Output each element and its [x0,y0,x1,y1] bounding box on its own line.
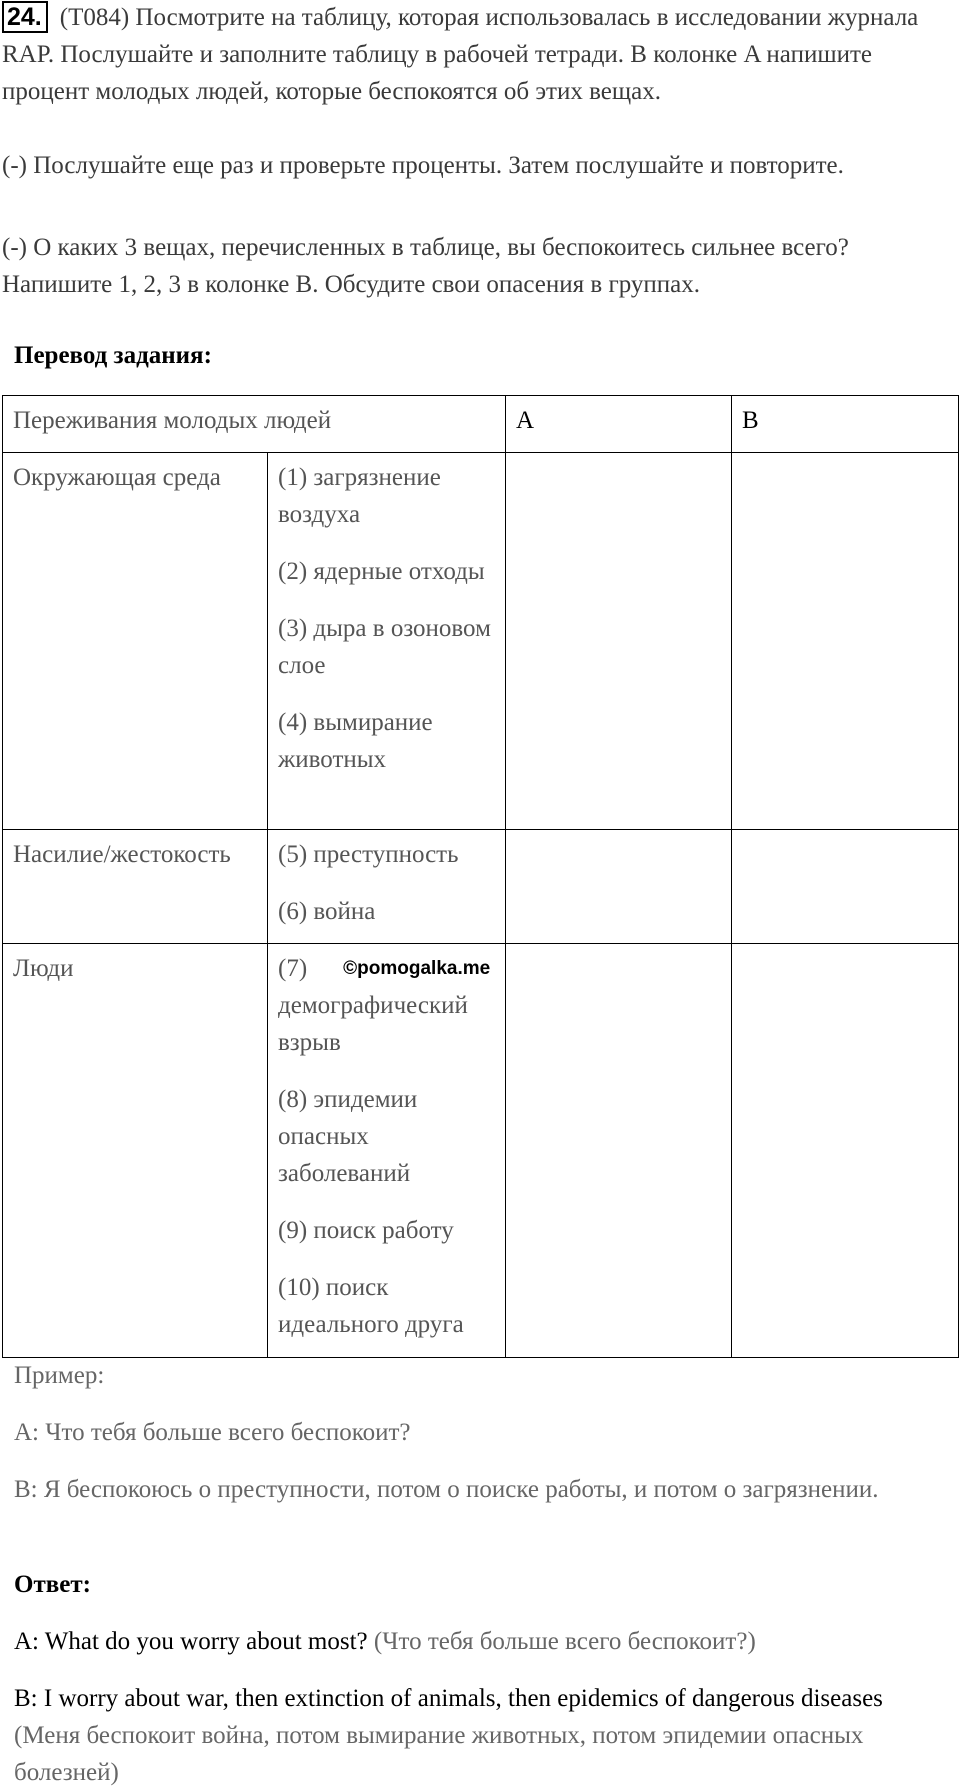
task-number: 24. [2,1,48,33]
answer-cell-b [732,453,959,830]
list-item: (1) загрязнение воздуха [278,464,441,528]
list-item [278,950,495,1061]
category-cell: Насилие/жестокость [3,830,268,944]
answer-cell-b [732,944,959,1358]
task-intro: (T084) Посмотрите на таблицу, которая использовалась в исследовании журнала RAP. Послушайте и заполните таблицу в рабочей тетради. В колонке A напишите процент молодых людей, которые беспокоятся об этих вещах. [2,4,919,105]
header-concerns: Переживания молодых людей [3,396,506,453]
answer-cell-a [506,830,732,944]
answer-cell-a [506,944,732,1358]
list-item: (4) вымирание животных [278,709,433,773]
answer-cell-b [732,830,959,944]
task-step-3: (-) О каких 3 вещах, перечисленных в таблице, вы беспокоитесь сильнее всего? Напишите 1, 2, 3 в колонке B. Обсудите свои опасения в группах. [2,234,849,298]
list-item: (8) эпидемии опасных заболеваний [278,1086,418,1187]
answer-a-english: A: What do you worry about most? [14,1628,368,1655]
answer-heading: Ответ: [14,1571,91,1598]
item-7-text: демографический взрыв [278,992,468,1056]
category-cell: Окружающая среда [3,453,268,830]
items-cell [268,453,506,830]
table-row [3,830,959,944]
list-item: (10) поиск идеального друга [278,1274,464,1338]
answer-a-translation: (Что тебя больше всего беспокоит?) [373,1628,756,1655]
answer-b-english: B: I worry about war, then extinction of animals, then epidemics of dangerous diseases [14,1685,883,1712]
table-row [3,944,959,1358]
task-instructions [2,0,937,110]
example-label: Пример: [14,1362,105,1389]
task-step-2: (-) Послушайте еще раз и проверьте проценты. Затем послушайте и повторите. [2,152,844,179]
translation-heading: Перевод задания: [14,342,212,369]
header-col-b: B [732,396,959,453]
watermark: ©pomogalka.me [343,958,491,979]
answer-b-translation: (Меня беспокоит война, потом вымирание животных, потом эпидемии опасных болезней) [14,1722,864,1786]
list-item: (2) ядерные отходы [278,558,485,585]
list-item: (6) война [278,898,376,925]
table-header-row [3,396,959,453]
list-item: (9) поиск работу [278,1217,454,1244]
table-row [3,453,959,830]
answer-cell-a [506,453,732,830]
items-cell [268,944,506,1358]
items-cell [268,830,506,944]
worries-table [2,395,959,1358]
answer-line-b [14,1680,944,1791]
header-col-a: A [506,396,732,453]
list-item: (3) дыра в озоновом слое [278,615,491,679]
list-item: (5) преступность [278,841,459,868]
example-line-a: A: Что тебя больше всего беспокоит? [14,1419,411,1446]
example-line-b: B: Я беспокоюсь о преступности, потом о поиске работы, и потом о загрязнении. [14,1476,879,1503]
category-cell: Люди [3,944,268,1358]
answer-line-a [14,1623,944,1660]
item-7-number: (7) [278,955,308,982]
